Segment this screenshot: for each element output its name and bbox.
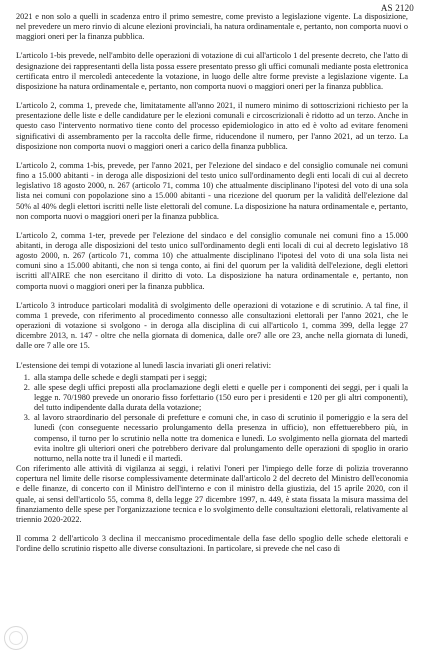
paragraph: 2021 e non solo a quelli in scadenza entro il primo semestre, come previsto a legislazione vigente. La disposizione, nel prevedere un mero rinvio di alcune elezioni provinciali, ha natura ordinamentale e, pertanto, non comporta nuovi o maggiori oneri per la finanza pubblica. [16,12,408,42]
paragraph: L'articolo 1-bis prevede, nell'ambito delle operazioni di votazione di cui all'articolo 1 del presente decreto, che l'atto di designazione dei rappresentanti della lista possa essere presentato presso gli uffici comunali mediante posta elettronica certificata entro il mercoledì antecedente la votazione, in luogo delle altre forme previste a legislazione vigente. La disposizione ha natura ordinamentale e, pertanto, non comporta nuovi o maggiori oneri per la finanza pubblica. [16,51,408,91]
stamp-seal-icon [4,626,28,650]
paragraph: L'articolo 2, comma 1-ter, prevede per l'elezione del sindaco e del consiglio comunale nei comuni fino a 15.000 abitanti, in deroga alle disposizioni del testo unico sull'ordinamento degli enti locali di cui al decreto legislativo 18 agosto 2000, n. 267 (articolo 71, comma 10) che attualmente disciplinano l'ipotesi del voto di una sola lista nei comuni sino a 15.000 abitanti, che non si tenga conto, ai fini del quorum per la validità dell'elezione, degli elettori iscritti all'AIRE che non esercitano il diritto di voto. La disposizione ha natura ordinamentale e, pertanto, non comporta nuovi o maggiori oneri per la finanza pubblica. [16,230,408,291]
paragraph: Con riferimento alle attività di vigilanza ai seggi, i relativi l'oneri per l'impiego delle forze di polizia troveranno copertura nel limite delle risorse complessivamente determinate dall'articolo 2 del decreto del Ministro dell'economia e delle finanze, di concerto con il Ministro dell'interno e con il ministro della giustizia, del 15 aprile 2020, con il quale, ai sensi dell'articolo 55, comma 8, della legge 27 dicembre 1997, n. 449, è stata fissata la misura massima del finanziamento delle spese per l'organizzazione tecnica e lo svolgimento delle consultazioni elettorali, relativamente al triennio 2020-2022. [16,464,408,524]
paragraph: L'articolo 3 introduce particolari modalità di svolgimento delle operazioni di votazione e di scrutinio. A tal fine, il comma 1 prevede, con riferimento al procedimento connesso alle consultazioni elettorali per l'anno 2021, che le operazioni di votazione si svolgono - in deroga alla disciplina di cui all'articolo 1, comma 399, della legge 27 dicembre 2013, n. 147 - oltre che nella giornata di domenica, dalle ore7 alle ore 23, anche nella giornata di lunedì, dalle ore 7 alle ore 15. [16,300,408,351]
list-item: 2. alle spese degli uffici preposti alla proclamazione degli eletti e quelle per i componenti dei seggi, per i quali la legge n. 70/1980 prevede un onorario fisso forfettario (150 euro per i presidenti e 120 per gli altri componenti), del tutto indipendente dalla durata della votazione; [32,383,408,413]
paragraph: L'articolo 2, comma 1, prevede che, limitatamente all'anno 2021, il numero minimo di sottoscrizioni richiesto per la presentazione delle liste e delle candidature per le elezioni comunali e circoscrizionali è ridotto ad un terzo. Anche in questo caso l'intervento normativo tiene conto del processo epidemiologico in atto ed è volto ad evitare fenomeni significativi di assembramento per la raccolta delle firme, riducendone il numero, per l'anno 2021, ad un terzo. La disposizione non comporta nuovi o maggiori oneri a carico della finanza pubblica. [16,101,408,151]
list-item: 3. al lavoro straordinario del personale di prefetture e comuni che, in caso di scrutinio il pomeriggio e la sera del lunedì (con conseguente necessario prolungamento della presenza in ufficio), non effettuerebbero più, in compenso, il turno per lo scrutinio nella notte tra domenica e lunedì. Lo svolgimento nella giornata del martedì evita inoltre gli ulteriori oneri che potrebbero derivare dal prolungamento delle operazioni di spoglio in orario notturno, nella notte tra il lunedì e il martedì. [32,413,408,464]
document-code: AS 2120 [380,3,414,13]
list-item: 1. alla stampa delle schede e degli stampati per i seggi; [32,373,408,383]
paragraph: L'estensione dei tempi di votazione al lunedì lascia invariati gli oneri relativi: [16,360,272,370]
document-body [16,12,408,563]
paragraph: L'articolo 2, comma 1-bis, prevede, per l'anno 2021, per l'elezione del sindaco e del consiglio comunale nei comuni fino a 15.000 abitanti - in deroga alle disposizioni del testo unico sull'ordinamento degli enti locali di cui al decreto legislativo 18 agosto 2000, n. 267 (articolo 71, comma 10) che attualmente disciplinano l'ipotesi del voto di una sola lista nei comuni con popolazione sino a 15.000 abitanti - una ricezione del quorum per la validità dell'elezione dal 50% al 40% degli elettori iscritti nelle liste elettorali del comune. La disposizione ha natura ordinamentale e, pertanto, non comporta nuovi o maggiori oneri per la finanza pubblica. [16,160,408,221]
paragraph: Il comma 2 dell'articolo 3 declina il meccanismo procedimentale della fase dello spoglio delle schede elettorali e l'ordine dello scrutinio rispetto alle diverse consultazioni. In particolare, si prevede che nel caso di [16,534,408,554]
cost-list [16,373,408,464]
